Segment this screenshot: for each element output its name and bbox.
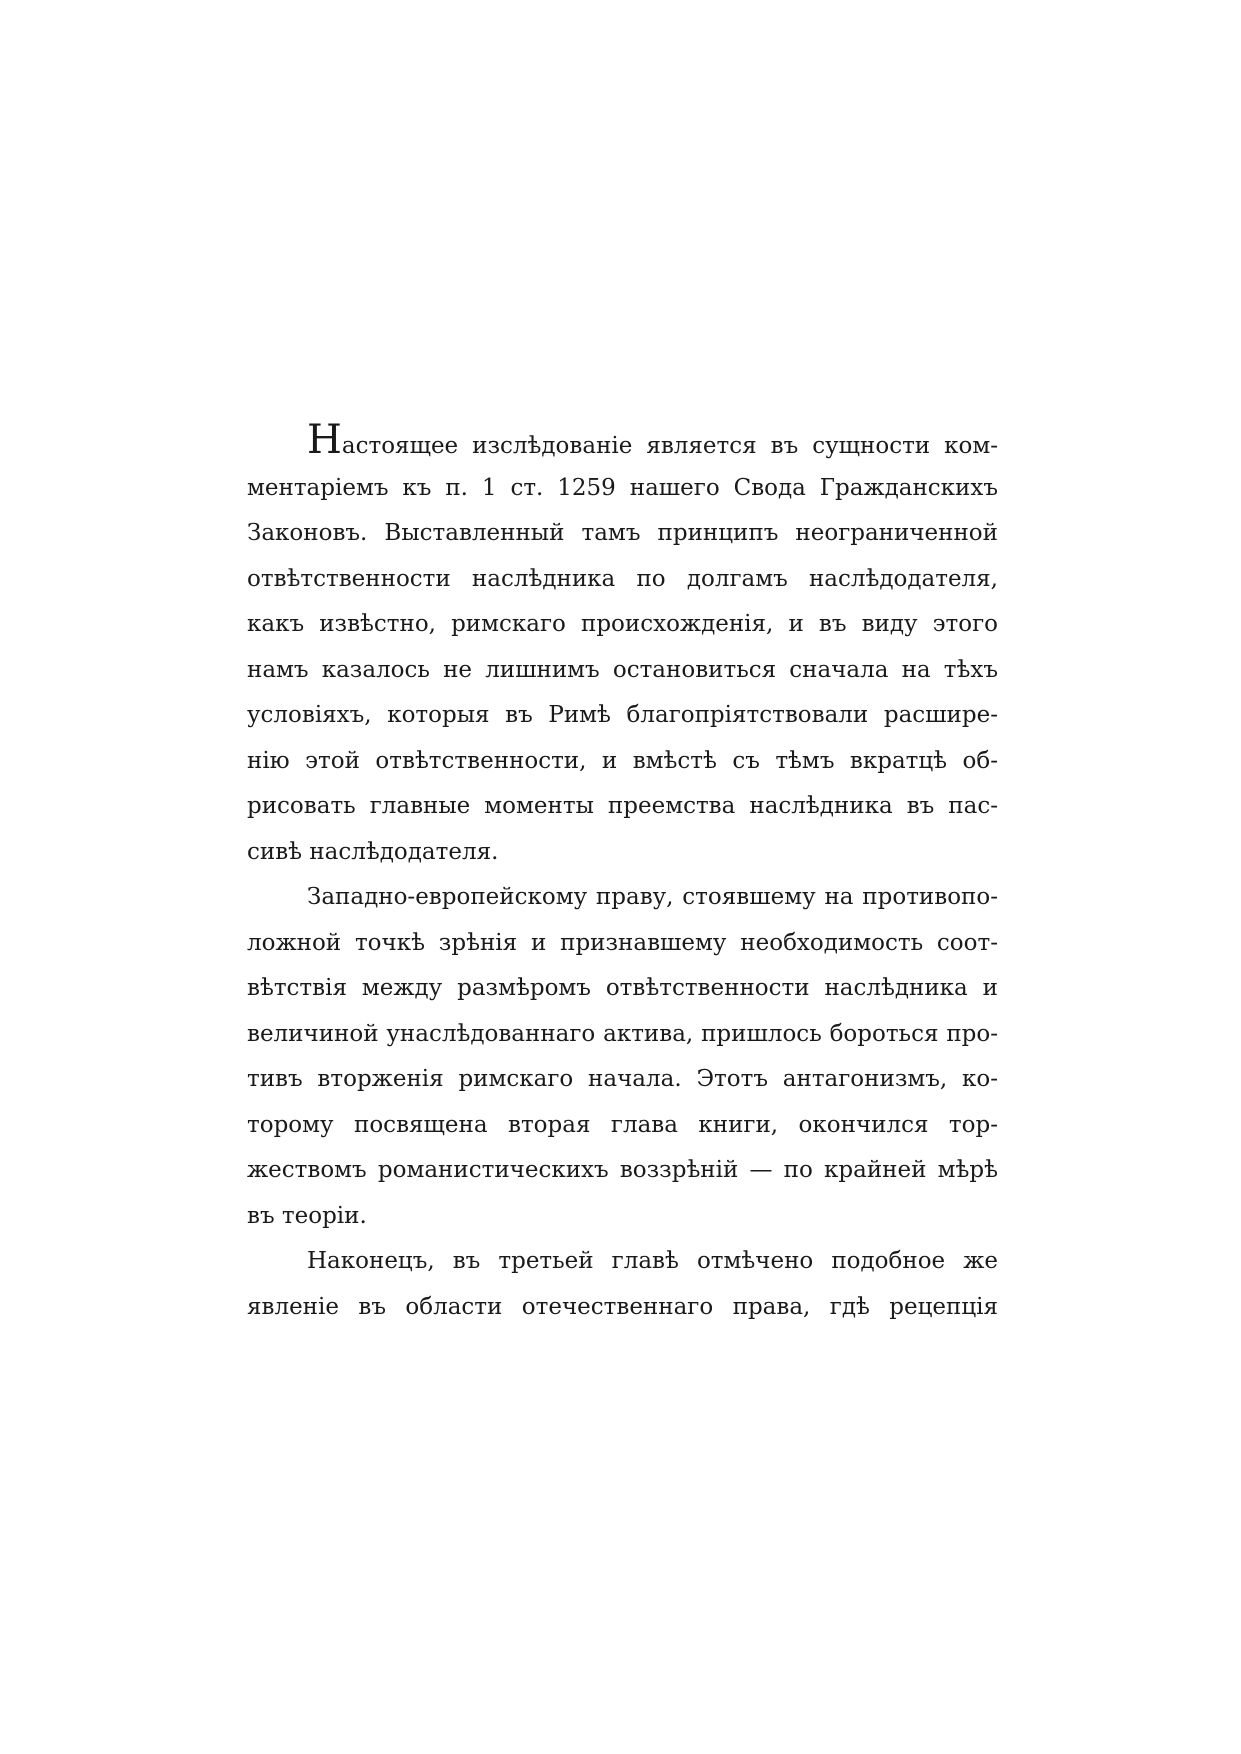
page-text xyxy=(247,417,998,1330)
initial-letter: Н xyxy=(307,417,342,463)
text-line: Законовъ. Выставленный тамъ принципъ неограниченной xyxy=(247,520,998,546)
text-line: величиной унаслѣдованнаго актива, пришлось бороться про- xyxy=(247,1020,998,1047)
text-line: торому посвящена вторая глава книги, окончился тор- xyxy=(247,1111,998,1138)
text-line: рисовать главные моменты преемства наслѣдника въ пас- xyxy=(247,793,998,819)
text-line: отвѣтственности наслѣдника по долгамъ наслѣдодателя, xyxy=(247,565,998,592)
text-line: намъ казалось не лишнимъ остановиться сначала на тѣхъ xyxy=(247,656,998,683)
text-line: ментаріемъ къ п. 1 ст. 1259 нашего Свода Гражданскихъ xyxy=(247,474,998,501)
text-line: въ теоріи. xyxy=(247,1202,367,1229)
text-line xyxy=(247,417,998,466)
text-line: вѣтствія между размѣромъ отвѣтственности наслѣдника и xyxy=(247,975,998,1001)
text-line: Западно-европейскому праву, стоявшему на противопо- xyxy=(307,884,998,910)
text-line: Наконецъ, въ третьей главѣ отмѣчено подобное же xyxy=(307,1248,998,1274)
paragraph-2 xyxy=(247,875,998,1239)
text-line: явленіе въ области отечественнаго права, гдѣ рецепція xyxy=(247,1293,998,1320)
text-line-rest: астоящее изслѣдованіе является въ сущности ком- xyxy=(341,433,998,459)
text-line: сивѣ наслѣдодателя. xyxy=(247,838,499,865)
paragraph-3 xyxy=(247,1239,998,1330)
text-line: какъ извѣстно, римскаго происхожденія, и въ виду этого xyxy=(247,611,998,637)
text-line: нію этой отвѣтственности, и вмѣстѣ съ тѣмъ вкратцѣ об- xyxy=(247,747,998,774)
paragraph-1 xyxy=(247,417,998,875)
text-line: условіяхъ, которыя въ Римѣ благопріятствовали расшире- xyxy=(247,702,998,728)
text-line: ложной точкѣ зрѣнія и признавшему необходимость соот- xyxy=(247,929,998,956)
text-line: жествомъ романистическихъ воззрѣній — по крайней мѣрѣ xyxy=(247,1157,998,1183)
text-line: тивъ вторженія римскаго начала. Этотъ антагонизмъ, ко- xyxy=(247,1066,998,1092)
